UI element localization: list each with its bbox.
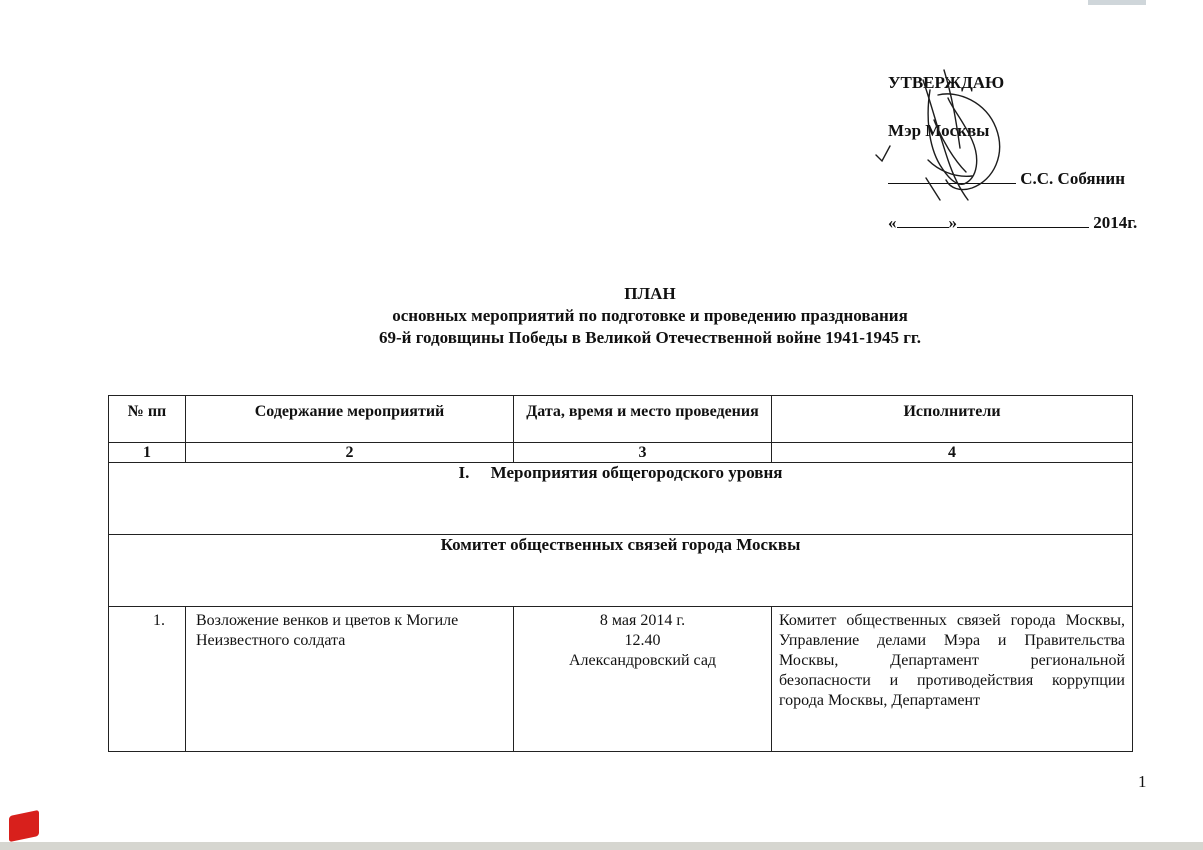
- approval-year: 2014г.: [1093, 213, 1138, 232]
- page-number: 1: [1138, 772, 1147, 791]
- column-number: 3: [514, 443, 772, 463]
- plan-title: ПЛАН: [624, 284, 676, 303]
- corner-badge: [9, 810, 39, 842]
- header-executors: Исполнители: [772, 396, 1133, 443]
- date-open-quote: «: [888, 213, 897, 232]
- section-row: [109, 463, 1133, 535]
- header-date: Дата, время и место проведения: [514, 396, 772, 443]
- section-title: I. Мероприятия общегородского уровня: [109, 463, 1133, 535]
- scan-bottom-edge: [0, 842, 1203, 850]
- row-number: 1.: [109, 607, 186, 752]
- approval-name: С.С. Собянин: [1020, 169, 1125, 188]
- plan-subtitle-line2: 69-й годовщины Победы в Великой Отечественной войне 1941-1945 гг.: [379, 328, 921, 347]
- approval-position: Мэр Москвы: [888, 121, 990, 140]
- scan-edge-mark: [1088, 0, 1146, 5]
- date-close-quote: »: [948, 213, 957, 232]
- column-number: 2: [186, 443, 514, 463]
- table-header-row: [109, 396, 1133, 443]
- column-number-row: [109, 443, 1133, 463]
- plan-title-block: [150, 283, 1150, 349]
- events-table: [108, 395, 1133, 752]
- column-number: 4: [772, 443, 1133, 463]
- table-row: [109, 607, 1133, 752]
- row-date: 8 мая 2014 г.: [599, 612, 686, 629]
- approval-heading: УТВЕРЖДАЮ: [888, 73, 1005, 92]
- row-content: Возложение венков и цветов к Могиле Неизвестного солдата: [186, 607, 514, 752]
- subsection-row: [109, 535, 1133, 607]
- row-time: 12.40: [624, 632, 661, 649]
- row-date-cell: [514, 607, 772, 752]
- handwritten-signature: [868, 60, 1018, 220]
- subsection-title: Комитет общественных связей города Москвы: [109, 535, 1133, 607]
- row-place: Александровский сад: [568, 652, 717, 669]
- plan-subtitle-line1: основных мероприятий по подготовке и проведению празднования: [392, 306, 908, 325]
- row-executors: Комитет общественных связей города Москвы, Управление делами Мэра и Правительства Москвы, Департамент региональной безопасности и противодействия коррупции города Москвы, Департамент: [772, 607, 1133, 752]
- header-number: № пп: [109, 396, 186, 443]
- column-number: 1: [109, 443, 186, 463]
- header-content: Содержание мероприятий: [186, 396, 514, 443]
